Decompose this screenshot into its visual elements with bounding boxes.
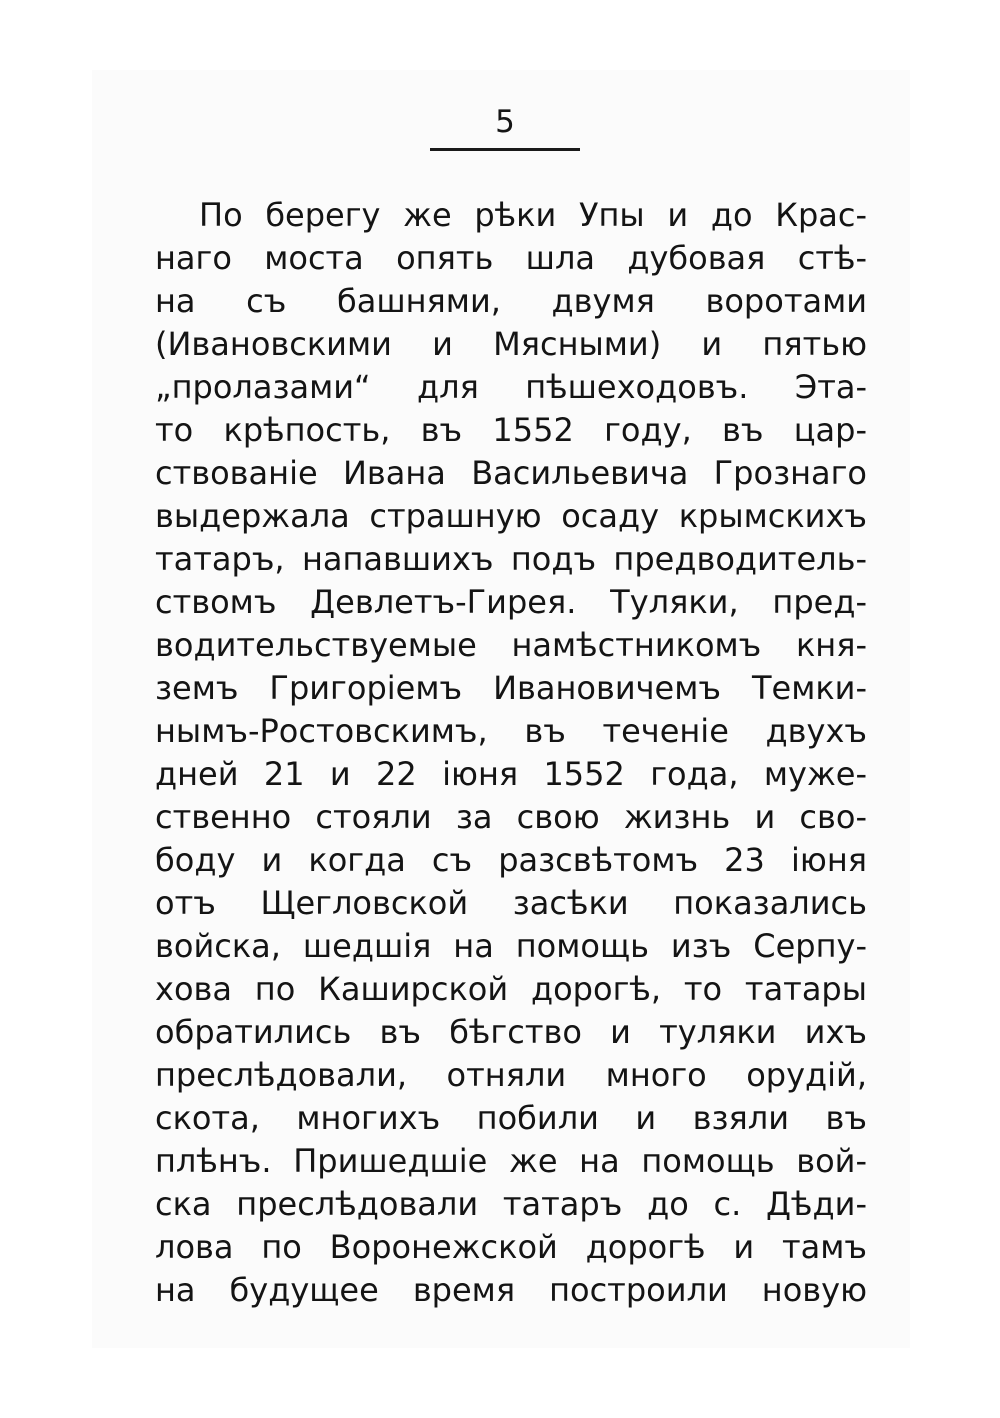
text-line-2: наго моста опять шла дубовая стѣ- (155, 239, 867, 277)
text-line-19: хова по Каширской дорогѣ, то татары (155, 970, 867, 1008)
text-line-4: (Ивановскими и Мясными) и пятью (155, 325, 867, 363)
text-line-26: на будущее время построили новую (155, 1271, 867, 1309)
text-line-11: водительствуемые намѣстникомъ кня- (155, 626, 867, 664)
text-line-18: войска, шедшія на помощь изъ Серпу- (155, 927, 867, 965)
text-line-9: татаръ, напавшихъ подъ предводитель- (155, 540, 867, 578)
page-number: 5 (495, 104, 515, 140)
text-line-17: отъ Щегловской засѣки показались (155, 884, 867, 922)
text-line-25: лова по Воронежской дорогѣ и тамъ (155, 1228, 867, 1266)
text-line-5: „пролазами“ для пѣшеходовъ. Эта- (155, 368, 867, 406)
text-line-20: обратились въ бѣгство и туляки ихъ (155, 1013, 867, 1051)
text-line-23: плѣнъ. Пришедшіе же на помощь вой- (155, 1142, 867, 1180)
text-line-21: преслѣдовали, отняли много орудій, (155, 1056, 867, 1094)
text-line-8: выдержала страшную осаду крымскихъ (155, 497, 867, 535)
text-line-7: ствованіе Ивана Васильевича Грознаго (155, 454, 867, 492)
text-line-1: По берегу же рѣки Упы и до Крас- (199, 196, 867, 234)
page-number-rule (430, 148, 580, 151)
text-line-16: боду и когда съ разсвѣтомъ 23 іюня (155, 841, 867, 879)
body-text (155, 194, 867, 1312)
text-line-24: ска преслѣдовали татаръ до с. Дѣди- (155, 1185, 867, 1223)
text-line-13: нымъ-Ростовскимъ, въ теченіе двухъ (155, 712, 867, 750)
text-line-22: скота, многихъ побили и взяли въ (155, 1099, 867, 1137)
text-line-10: ствомъ Девлетъ-Гирея. Туляки, пред- (155, 583, 867, 621)
text-line-14: дней 21 и 22 іюня 1552 года, муже- (155, 755, 867, 793)
text-line-3: на съ башнями, двумя воротами (155, 282, 867, 320)
text-line-12: земъ Григоріемъ Ивановичемъ Темки- (155, 669, 867, 707)
text-line-6: то крѣпость, въ 1552 году, въ цар- (155, 411, 867, 449)
text-line-15: ственно стояли за свою жизнь и сво- (155, 798, 867, 836)
